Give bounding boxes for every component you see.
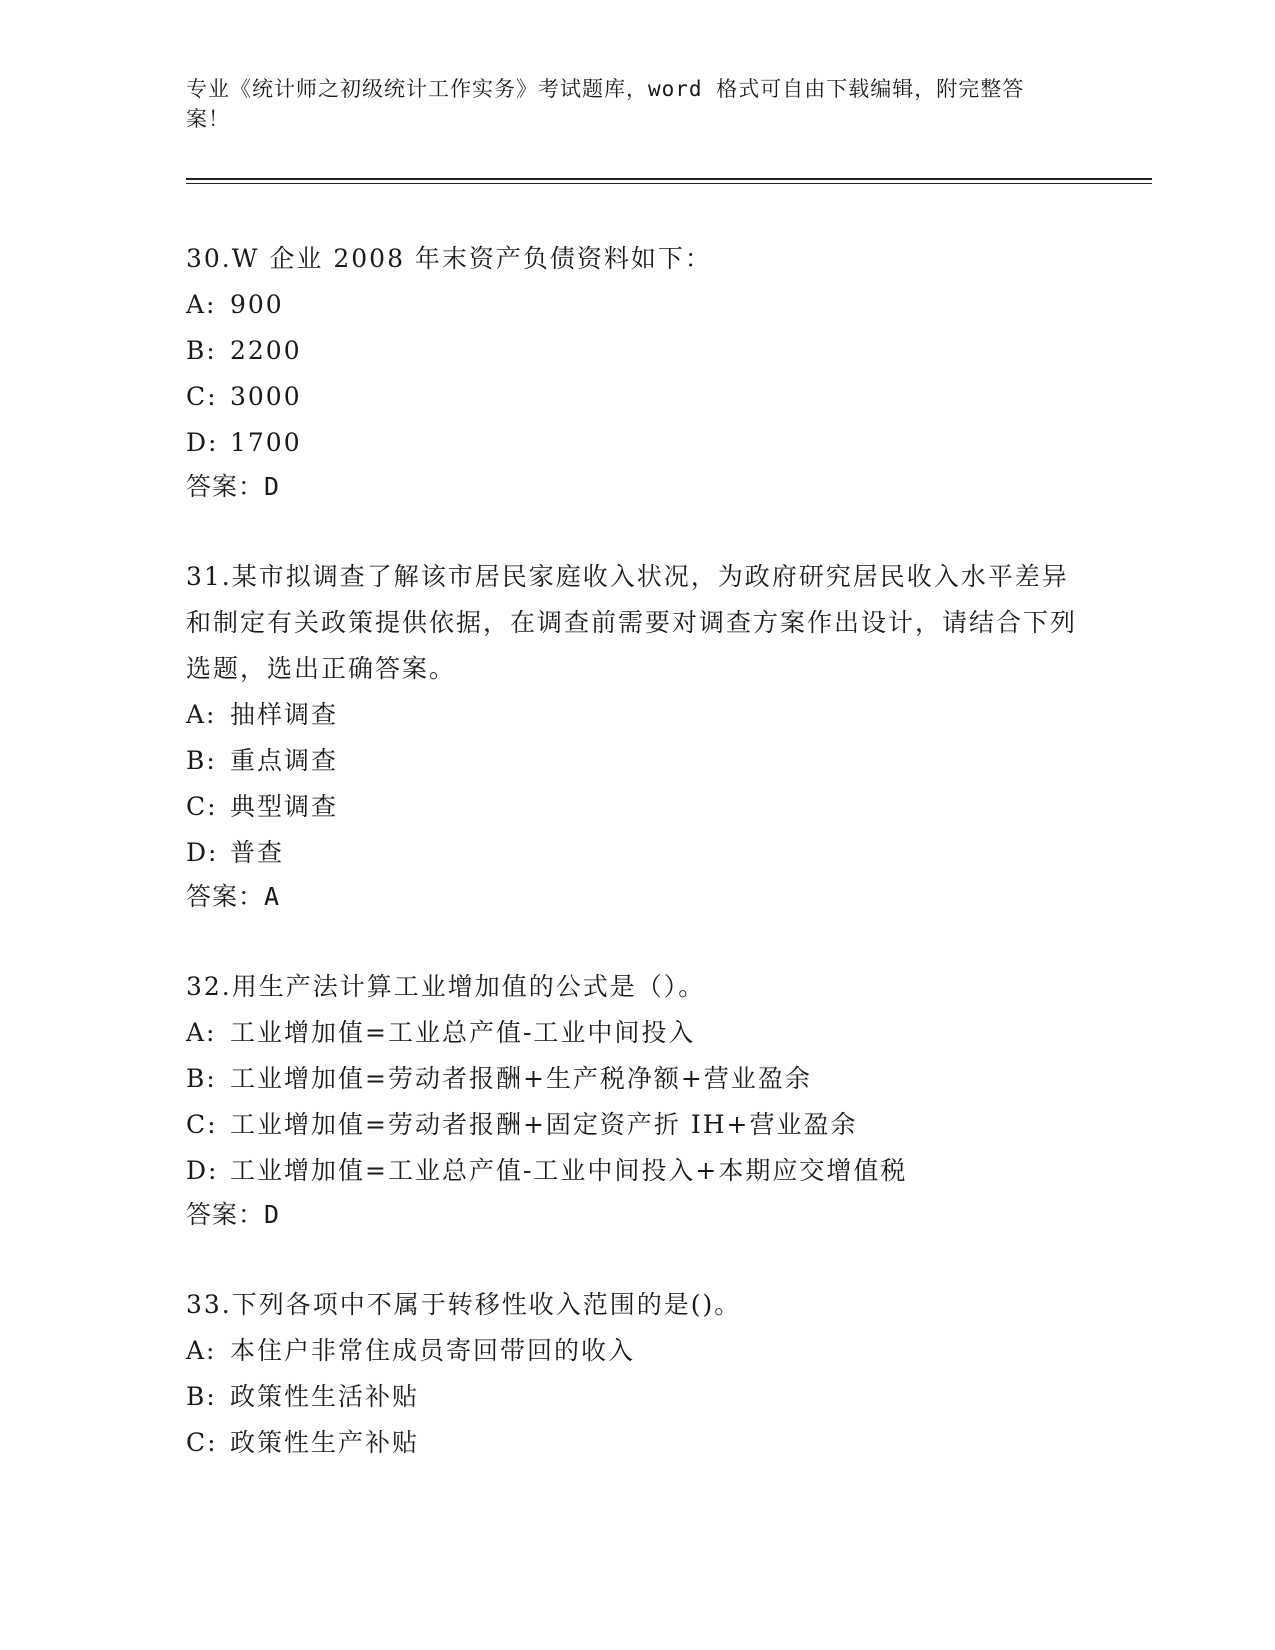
question-33 bbox=[186, 1282, 1086, 1466]
question-30 bbox=[186, 236, 1086, 508]
header-divider-thin bbox=[186, 183, 1152, 184]
option-label: B: bbox=[186, 1382, 217, 1411]
question-stem: 31.某市拟调查了解该市居民家庭收入状况，为政府研究居民收入水平差异和制定有关政策提供依据，在调查前需要对调查方案作出设计，请结合下列选题，选出正确答案。 bbox=[186, 562, 1078, 683]
option-label: A: bbox=[186, 1018, 217, 1047]
option-label: D: bbox=[186, 838, 219, 867]
option-label: B: bbox=[186, 1064, 217, 1093]
option-label: C: bbox=[186, 792, 218, 821]
option-text: 900 bbox=[230, 290, 284, 319]
option-label: A: bbox=[186, 700, 217, 729]
option-b bbox=[186, 1374, 1086, 1420]
option-c bbox=[186, 1102, 1086, 1148]
header-divider bbox=[186, 178, 1152, 180]
option-text: 工业增加值=工业总产值-工业中间投入+本期应交增值税 bbox=[230, 1156, 908, 1185]
question-stem: 30.W 企业 2008 年末资产负债资料如下： bbox=[186, 244, 712, 273]
answer: 答案：D bbox=[186, 1200, 281, 1229]
option-label: D: bbox=[186, 428, 219, 457]
option-d bbox=[186, 420, 1086, 466]
option-a bbox=[186, 1328, 1086, 1374]
option-label: C: bbox=[186, 1110, 218, 1139]
option-label: C: bbox=[186, 1428, 218, 1457]
option-text: 工业增加值=劳动者报酬+固定资产折 IH+营业盈余 bbox=[230, 1110, 858, 1139]
option-label: B: bbox=[186, 746, 217, 775]
option-text: 工业增加值=工业总产值-工业中间投入 bbox=[230, 1018, 696, 1047]
option-c bbox=[186, 374, 1086, 420]
question-list bbox=[186, 236, 1086, 1512]
option-b bbox=[186, 738, 1086, 784]
option-b bbox=[186, 1056, 1086, 1102]
option-c bbox=[186, 1420, 1086, 1466]
answer: 答案：A bbox=[186, 882, 281, 911]
option-label: B: bbox=[186, 336, 217, 365]
question-stem: 33.下列各项中不属于转移性收入范围的是()。 bbox=[186, 1290, 742, 1319]
option-text: 普查 bbox=[230, 838, 285, 867]
option-text: 1700 bbox=[230, 428, 302, 457]
option-c bbox=[186, 784, 1086, 830]
option-text: 本住户非常住成员寄回带回的收入 bbox=[230, 1336, 636, 1365]
option-d bbox=[186, 830, 1086, 876]
option-text: 政策性生活补贴 bbox=[230, 1382, 420, 1411]
option-label: A: bbox=[186, 1336, 217, 1365]
option-label: D: bbox=[186, 1156, 219, 1185]
question-31 bbox=[186, 554, 1086, 918]
option-text: 政策性生产补贴 bbox=[230, 1428, 420, 1457]
option-text: 工业增加值=劳动者报酬+生产税净额+营业盈余 bbox=[230, 1064, 812, 1093]
question-stem: 32.用生产法计算工业增加值的公式是（）。 bbox=[186, 972, 706, 1001]
option-text: 典型调查 bbox=[230, 792, 339, 821]
answer: 答案：D bbox=[186, 472, 281, 501]
option-label: A: bbox=[186, 290, 217, 319]
option-d bbox=[186, 1148, 1086, 1194]
page-header: 专业《统计师之初级统计工作实务》考试题库，word 格式可自由下载编辑，附完整答案！ bbox=[186, 77, 1025, 131]
option-text: 重点调查 bbox=[230, 746, 339, 775]
option-a bbox=[186, 1010, 1086, 1056]
option-text: 抽样调查 bbox=[230, 700, 339, 729]
option-a bbox=[186, 692, 1086, 738]
option-text: 3000 bbox=[230, 382, 302, 411]
question-32 bbox=[186, 964, 1086, 1236]
option-b bbox=[186, 328, 1086, 374]
option-label: C: bbox=[186, 382, 218, 411]
option-text: 2200 bbox=[230, 336, 302, 365]
option-a bbox=[186, 282, 1086, 328]
